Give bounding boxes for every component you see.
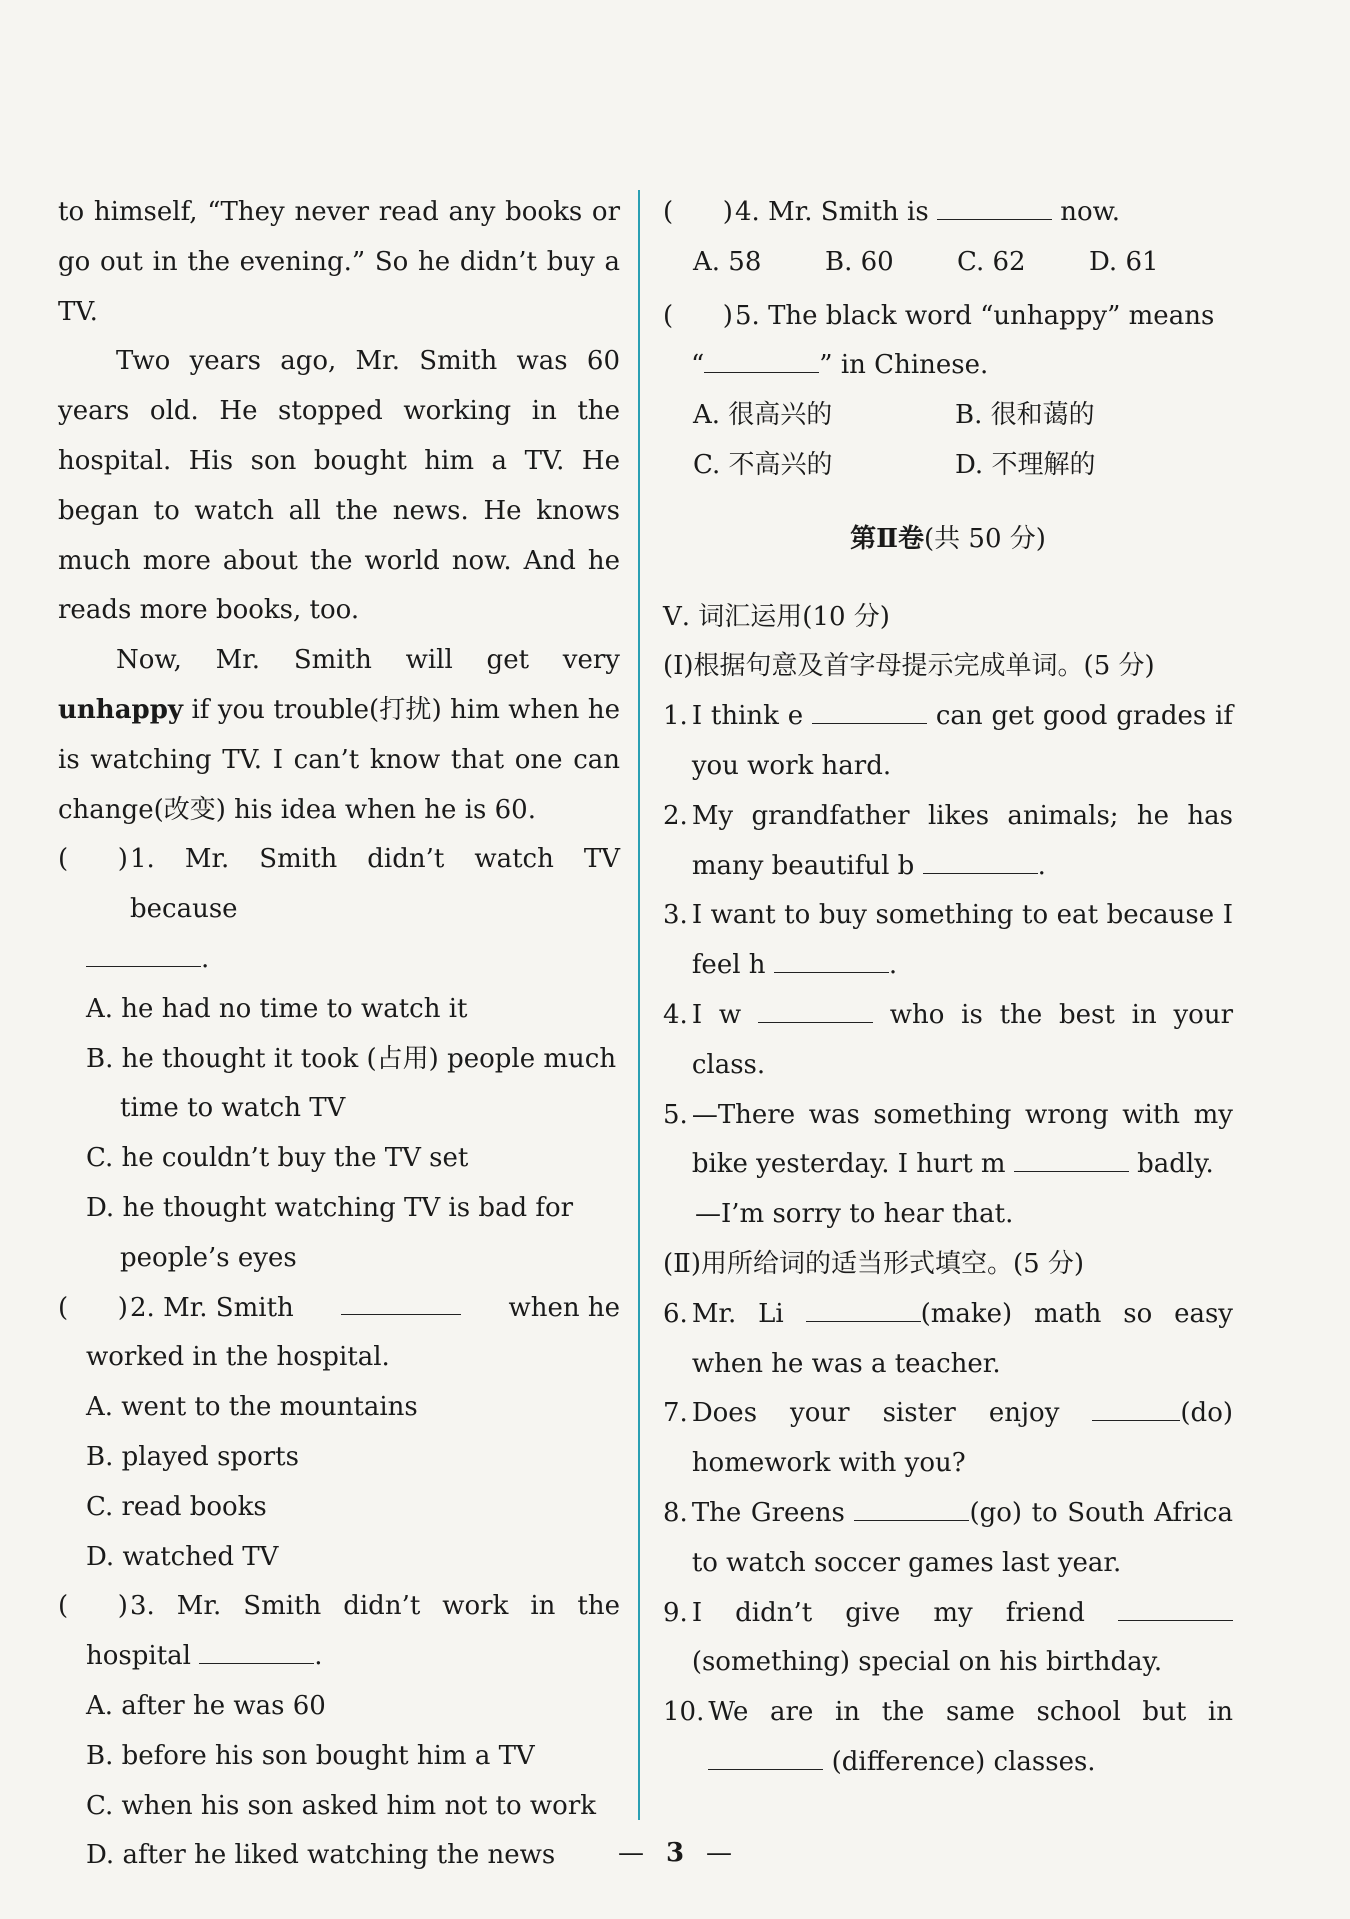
answer-bracket[interactable]: ( )	[58, 1591, 128, 1622]
vocab-item-10: 10. We are in the same school but in (difference) classes.	[663, 1697, 1233, 1777]
bold-word: unhappy	[58, 694, 184, 725]
vocab-item-9: 9. I didn’t give my friend (something) special on his birthday.	[663, 1589, 1233, 1689]
option-d: D. watched TV	[86, 1541, 279, 1572]
option-b: B. 60	[825, 246, 894, 277]
answer-blank[interactable]	[806, 1291, 921, 1322]
option-d: D. after he liked watching the news	[86, 1840, 556, 1871]
option-a: A. went to the mountains	[86, 1392, 418, 1423]
answer-bracket[interactable]: ( )	[58, 844, 128, 875]
option-c: C. when his son asked him not to work	[86, 1790, 597, 1821]
vocab-item-1: 1. I think e can get good grades if you work hard.	[663, 692, 1233, 792]
right-column	[663, 188, 1233, 1788]
answer-bracket[interactable]: ( )	[663, 197, 733, 227]
option-b: B. played sports	[86, 1441, 299, 1472]
question-5: ( ) 5. The black word “unhappy” means “ ” in Chinese. A. 很高兴的 B. 很和蔼的 C. 不高兴的 D. 不理解的	[663, 292, 1233, 491]
option-a: A. 58	[693, 246, 762, 277]
answer-blank[interactable]	[937, 189, 1052, 220]
answer-blank[interactable]	[86, 936, 201, 967]
option-c: C. he couldn’t buy the TV set	[86, 1143, 469, 1174]
answer-blank[interactable]	[923, 843, 1038, 874]
left-column	[58, 188, 620, 1881]
option-c: C. 不高兴的	[693, 449, 833, 480]
answer-blank[interactable]	[708, 1739, 823, 1770]
option-d: D. 61	[1089, 246, 1159, 277]
option-c: C. 62	[957, 246, 1026, 277]
passage-paragraph-3: Now, Mr. Smith will get very unhappy if you trouble(打扰) him when he is watching TV. I can’t know that one can change(改变) his idea when he is 60.	[58, 645, 620, 825]
passage-paragraph-1: to himself, “They never read any books or go out in the evening.” So he didn’t buy a TV.	[58, 197, 620, 327]
vocab-item-3: 3. I want to buy something to eat because I feel h .	[663, 900, 1233, 981]
answer-blank[interactable]	[341, 1284, 461, 1315]
option-d: D. 不理解的	[955, 449, 1096, 480]
vocab-item-2: 2. My grandfather likes animals; he has many beautiful b .	[663, 800, 1233, 881]
vocab-item-8: 8. The Greens (go) to South Africa to watch soccer games last year.	[663, 1489, 1233, 1589]
answer-bracket[interactable]: ( )	[58, 1292, 128, 1323]
part-2-title: 第Ⅱ卷(共 50 分)	[850, 523, 1046, 554]
column-divider	[638, 190, 640, 1820]
answer-blank[interactable]	[854, 1490, 969, 1521]
question-3: ( ) 3. Mr. Smith didn’t work in the hospital . A. after he was 60 B. before his son bought him a TV C. when his son asked him not to work D. after he liked watching the news	[58, 1582, 620, 1881]
answer-blank[interactable]	[774, 942, 889, 973]
option-c: C. read books	[86, 1491, 267, 1522]
answer-blank[interactable]	[199, 1633, 314, 1664]
answer-blank[interactable]	[1118, 1590, 1233, 1621]
answer-blank[interactable]	[1014, 1141, 1129, 1172]
option-a: A. he had no time to watch it	[86, 993, 468, 1024]
vocab-item-5: 5. —There was something wrong with my bike yesterday. I hurt m badly.	[663, 1099, 1233, 1180]
option-a: A. after he was 60	[86, 1690, 326, 1721]
vocab-item-7: 7. Does your sister enjoy (do) homework with you?	[663, 1389, 1233, 1489]
vocab-item-6: 6. Mr. Li (make) math so easy when he was a teacher.	[663, 1290, 1233, 1390]
page-number: — 3 —	[617, 1838, 733, 1868]
passage-paragraph-2: Two years ago, Mr. Smith was 60 years old. He stopped working in the hospital. His son bought him a TV. He began to watch all the news. He knows much more about the world now. And he reads more books, too.	[58, 346, 620, 626]
question-2: ( ) 2. Mr. Smith when he worked in the hospital. A. went to the mountains B. played sports C. read books D. watched TV	[58, 1284, 620, 1583]
answer-bracket[interactable]: ( )	[663, 300, 733, 331]
vocab-item-5-reply: —I’m sorry to hear that.	[695, 1199, 1014, 1230]
question-4: ( ) 4. Mr. Smith is now. A. 58 B. 60 C. 62 D. 61	[663, 188, 1233, 288]
option-b: B. he thought it took (占用) people much time to watch TV	[86, 1043, 617, 1124]
subsection-1-heading: (Ⅰ)根据句意及首字母提示完成单词。(5 分)	[663, 651, 1155, 682]
option-a: A. 很高兴的	[693, 400, 833, 431]
section-v-heading: Ⅴ. 词汇运用(10 分)	[663, 601, 890, 632]
answer-blank[interactable]	[1092, 1390, 1180, 1421]
question-1: ( ) 1. Mr. Smith didn’t watch TV because . A. he had no time to watch it B. he thought it took (占用) people much time to watch TV C. he couldn’t buy the TV set D. he thought watching TV is bad for people’s eyes	[58, 835, 620, 1283]
answer-blank[interactable]	[758, 992, 873, 1023]
answer-blank[interactable]	[812, 693, 927, 724]
vocab-item-4: 4. I w who is the best in your class.	[663, 991, 1233, 1091]
option-b: B. before his son bought him a TV	[86, 1740, 535, 1771]
option-b: B. 很和蔼的	[955, 400, 1095, 431]
answer-blank[interactable]	[704, 342, 819, 373]
option-d: D. he thought watching TV is bad for people’s eyes	[86, 1192, 574, 1273]
subsection-2-heading: (Ⅱ)用所给词的适当形式填空。(5 分)	[663, 1248, 1085, 1279]
